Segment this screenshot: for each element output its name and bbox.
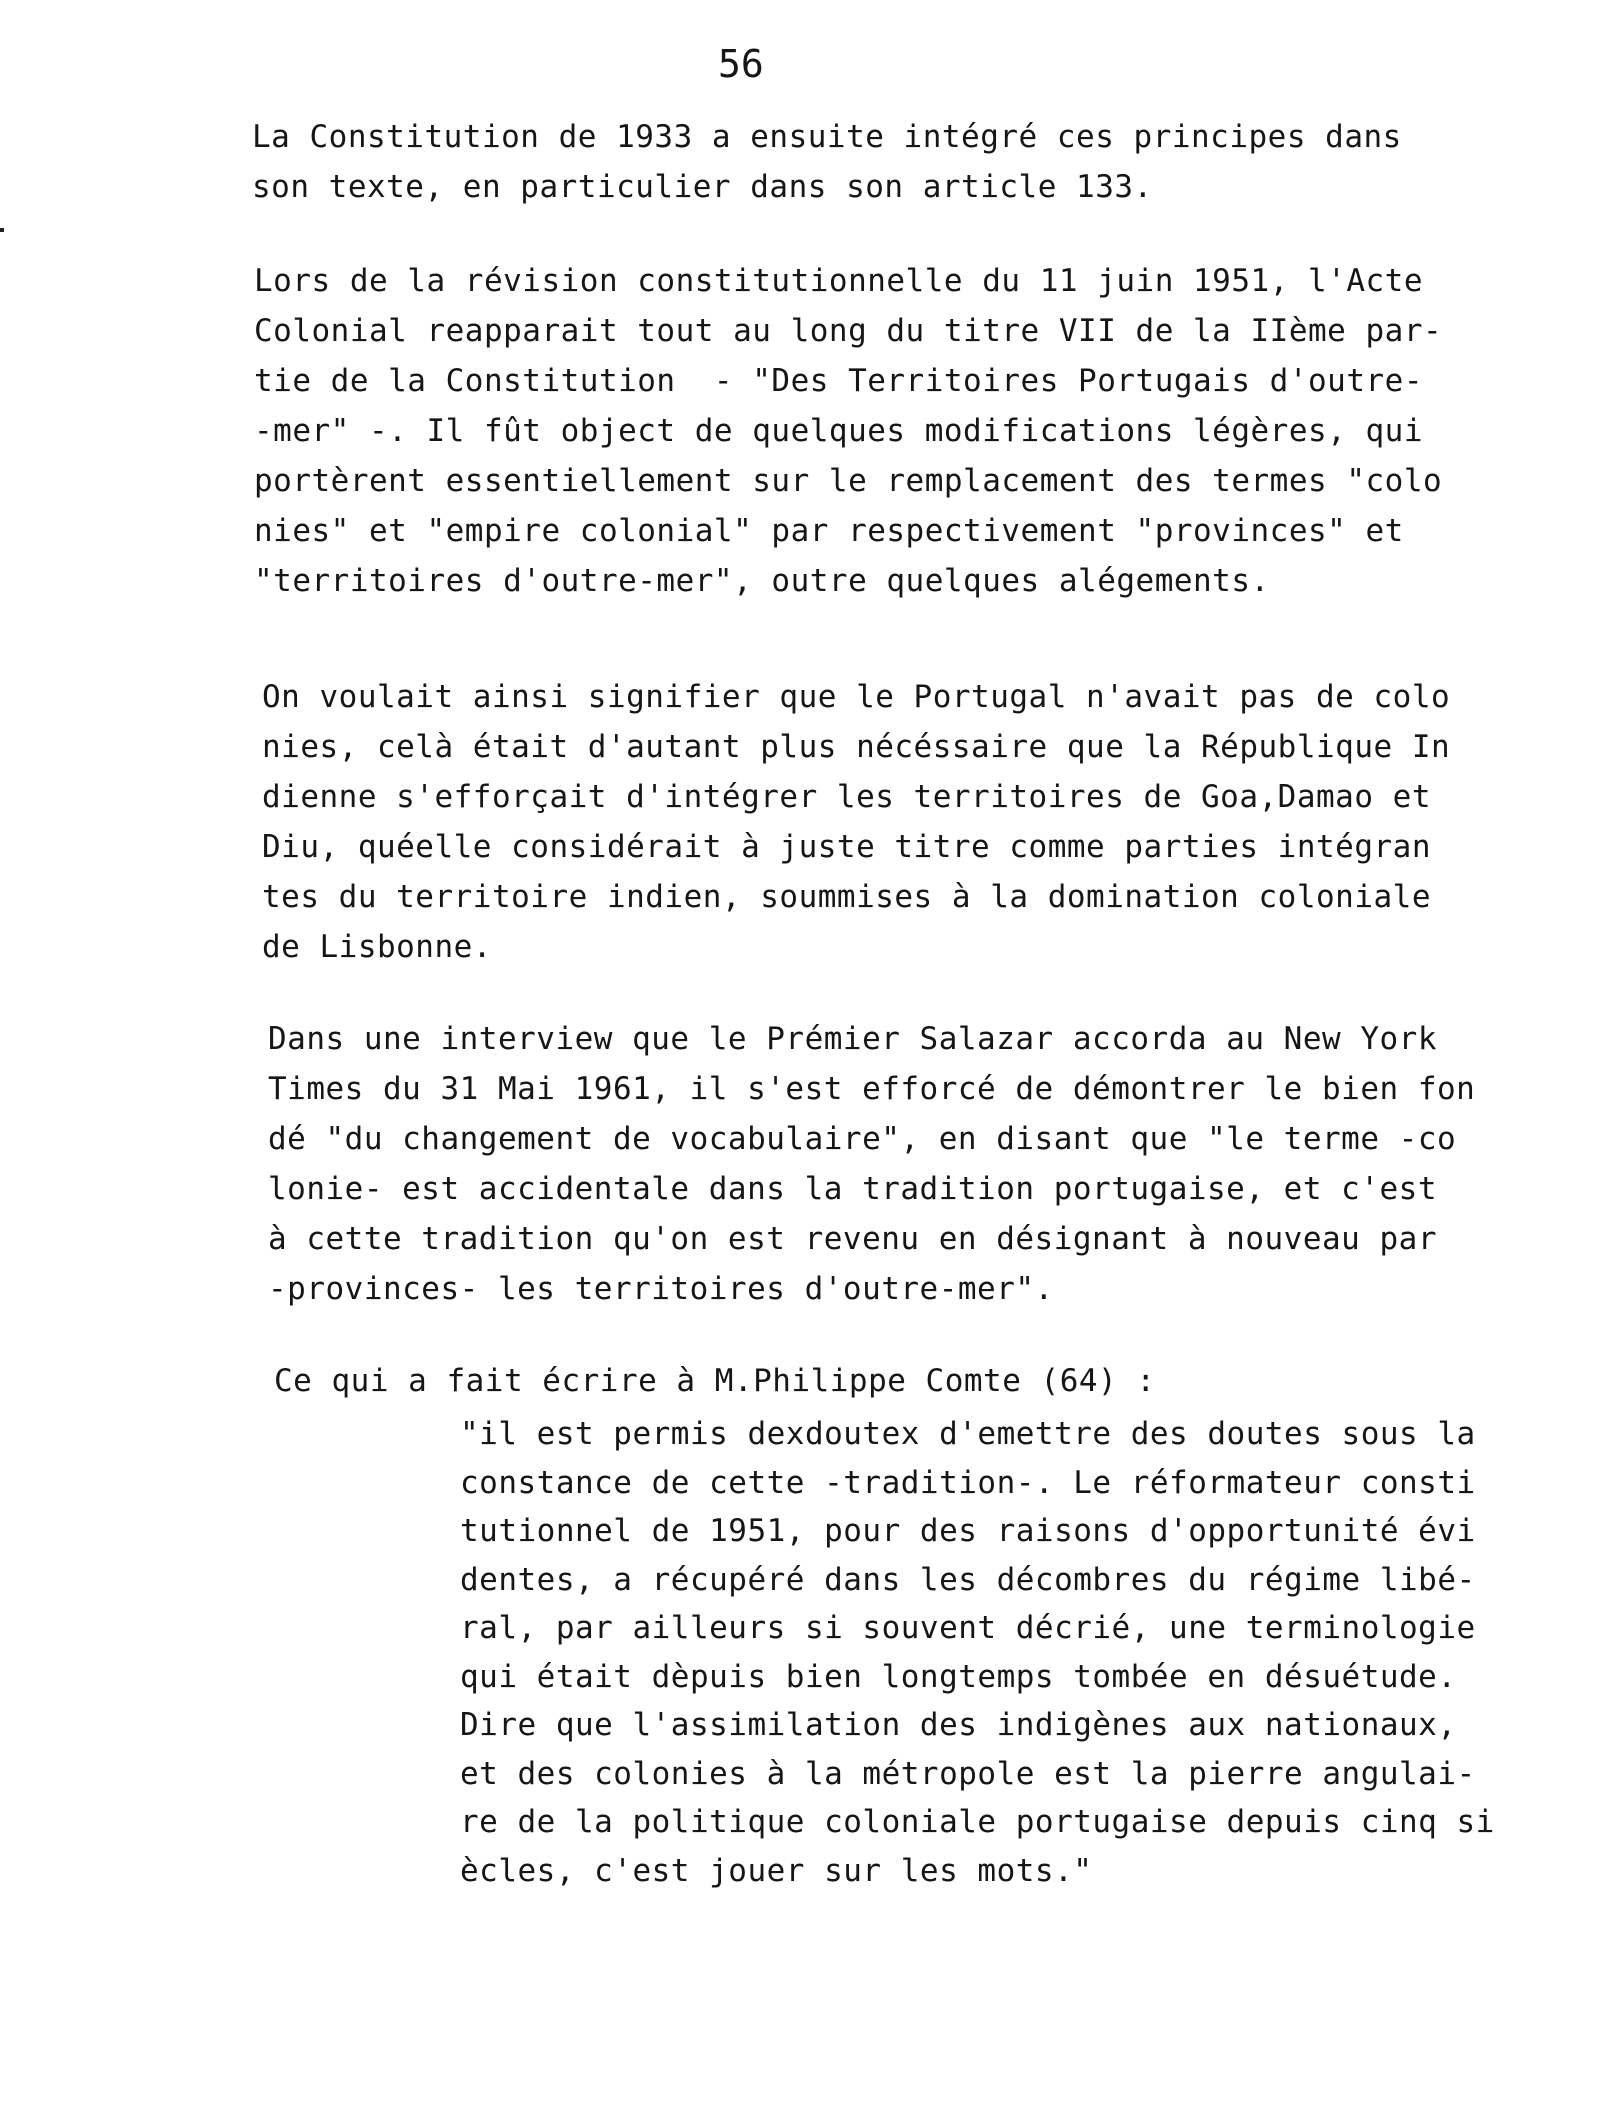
text-line: lonie- est accidentale dans la tradition portugaise, et c'est [268, 1171, 1437, 1207]
quote-line: ral, par ailleurs si souvent décrié, une terminologie [460, 1610, 1476, 1646]
paragraph-3 [262, 672, 1562, 972]
text-line: Times du 31 Mai 1961, il s'est efforcé de démontrer le bien fon [268, 1071, 1476, 1107]
quote-line: constance de cette -tradition-. Le réformateur consti [460, 1464, 1476, 1501]
text-line: Ce qui a fait écrire à M.Philippe Comte (64) : [274, 1363, 1156, 1399]
text-line: Dans une interview que le Prémier Salazar accorda au New York [268, 1021, 1437, 1057]
quote-line: dentes, a récupéré dans les décombres du régime libé- [460, 1561, 1476, 1598]
quote-line: ècles, c'est jouer sur les mots." [460, 1852, 1093, 1889]
text-line: son texte, en particulier dans son article 133. [252, 169, 1153, 205]
paragraph-1 [252, 112, 1552, 212]
text-line: "territoires d'outre-mer", outre quelques alégements. [254, 563, 1270, 599]
text-line: -mer" -. Il fût object de quelques modifications légères, qui [254, 413, 1423, 449]
paragraph-5 [274, 1356, 1574, 1406]
text-line: nies, celà était d'autant plus nécéssaire que la République In [262, 729, 1451, 765]
quote-line: tutionnel de 1951, pour des raisons d'opportunité évi [460, 1513, 1476, 1549]
text-line: dé "du changement de vocabulaire", en disant que "le terme -co [268, 1121, 1457, 1157]
quote-line: et des colonies à la métropole est la pierre angulai- [460, 1755, 1476, 1792]
quote-line: qui était dèpuis bien longtemps tombée en désuétude. [460, 1658, 1457, 1695]
text-line: -provinces- les territoires d'outre-mer". [268, 1271, 1054, 1307]
text-line: La Constitution de 1933 a ensuite intégré ces principes dans [252, 119, 1402, 155]
quote-line: Dire que l'assimilation des indigènes aux nationaux, [460, 1707, 1457, 1743]
text-line: nies" et "empire colonial" par respectivement "provinces" et [254, 513, 1404, 549]
text-line: à cette tradition qu'on est revenu en désignant à nouveau par [268, 1221, 1437, 1257]
text-line: tie de la Constitution - "Des Territoires Portugais d'outre- [254, 363, 1423, 399]
quote-line: "il est permis dexdoutex d'emettre des doutes sous la [460, 1416, 1476, 1452]
text-line: Diu, quéelle considérait à juste titre comme parties intégran [262, 829, 1431, 865]
text-line: de Lisbonne. [262, 929, 492, 965]
paragraph-2 [254, 256, 1554, 606]
text-line: Colonial reapparait tout au long du titre VII de la IIème par- [254, 313, 1443, 349]
text-line: dienne s'efforçait d'intégrer les territoires de Goa,Damao et [262, 779, 1431, 815]
text-line: portèrent essentiellement sur le remplacement des termes "colo [254, 463, 1443, 499]
text-line: Lors de la révision constitutionnelle du 11 juin 1951, l'Acte [254, 263, 1423, 299]
paragraph-4 [268, 1014, 1568, 1314]
page-number: 56 [718, 42, 764, 86]
quote-line: re de la politique coloniale portugaise depuis cinq si [460, 1804, 1495, 1840]
text-line: On voulait ainsi signifier que le Portugal n'avait pas de colo [262, 679, 1451, 715]
block-quote [460, 1410, 1560, 1895]
text-line: tes du territoire indien, soummises à la domination coloniale [262, 879, 1431, 915]
margin-mark [0, 228, 4, 232]
